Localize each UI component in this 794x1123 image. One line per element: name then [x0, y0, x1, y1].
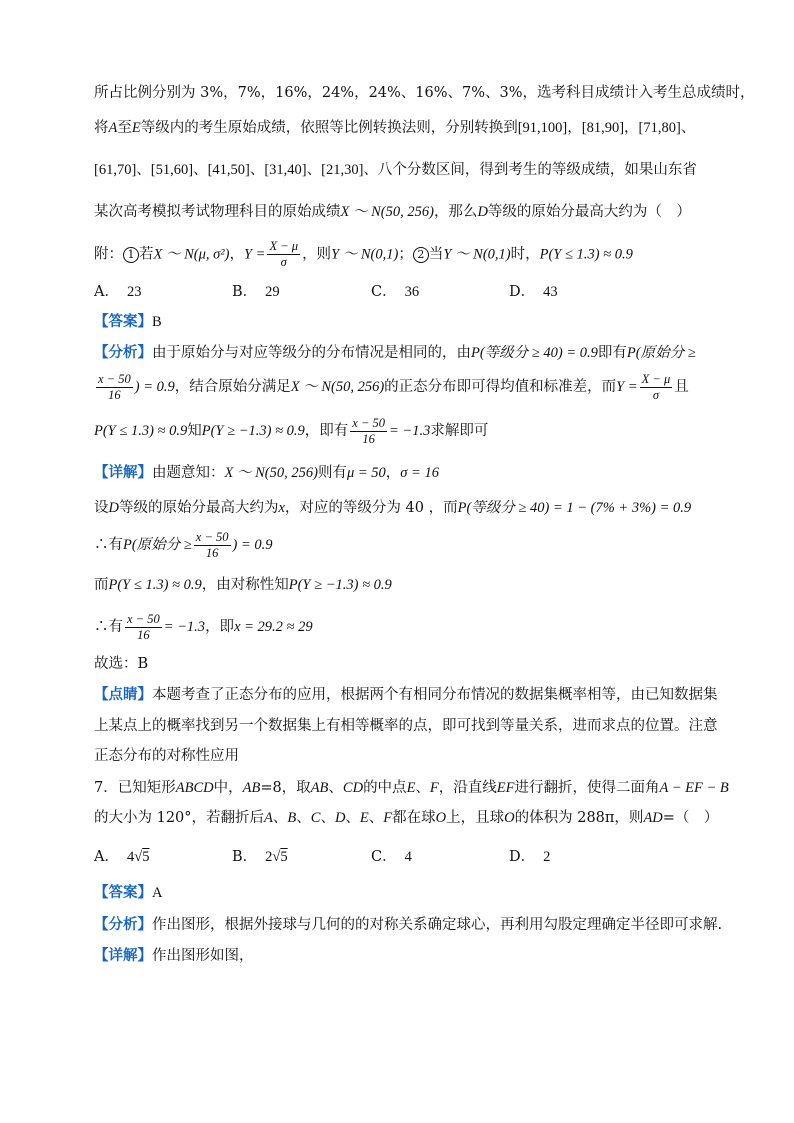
- q6-detail-line-4: 而P(Y ≤ 1.3) ≈ 0.9，由对称性知P(Y ≥ −1.3) ≈ 0.9: [94, 577, 392, 593]
- q6-comment-line-1: 【点睛】本题考查了正态分布的应用，根据两个有相同分布情况的数据集概率相等，由已知数据集: [94, 686, 718, 703]
- q6-option-b: B． 29: [232, 284, 280, 300]
- q6-answer: 【答案】B: [94, 313, 162, 330]
- fraction: $\frac{X - \mu}{\sigma}$: [269, 239, 299, 269]
- q6-option-a: A． 23: [94, 284, 142, 300]
- q7-option-b: B． 2√5: [232, 849, 288, 865]
- q6-detail-line-1: 【详解】由题意知：X ～ N(50, 256)则有μ = 50，σ = 16: [94, 464, 439, 481]
- q6-text-line-3: [61,70]、[51,60]、[41,50]、[31,40]、[21,30]、八个分数区间，得到考生的等级成绩，如果山东省: [94, 162, 697, 178]
- fraction: $\frac{x - 50}{16}$: [352, 415, 386, 446]
- q7-option-a: A． 4√5: [94, 849, 150, 865]
- q6-analysis-line-3: P(Y ≤ 1.3) ≈ 0.9知P(Y ≥ −1.3) ≈ 0.9，即有 $\frac{x - 50}{16}$ = −1.3求解即可: [94, 415, 489, 446]
- q6-appendix-note: 附： 1 若X ～ N(μ, σ²)，Y = $\frac{X - \mu}{\sigma}$ ，则Y ～ N(0,1)； 2 当Y ～ N(0,1)时，P(Y ≤ 1.3) ≈ 0.9: [94, 239, 633, 269]
- sqrt-sign: √: [272, 849, 281, 865]
- fraction: $\frac{X - \mu}{\sigma}$: [641, 371, 671, 402]
- q6-option-c: C． 36: [371, 284, 420, 300]
- q6-detail-line-2: 设D等级的原始分最高大约为x，对应的等级分为 40 ，而P(等级分 ≥ 40) = 1 − (7% + 3%) = 0.9: [94, 500, 692, 516]
- q6-detail-line-3: ∴有P(原始分 ≥ $\frac{x - 50}{16}$ ) = 0.9: [94, 529, 273, 560]
- sqrt-sign: √: [134, 849, 143, 865]
- q6-comment-line-3: 正态分布的对称性应用: [94, 748, 239, 764]
- circled-number-2: 2: [413, 247, 429, 263]
- fraction: $\frac{x - 50}{16}$: [127, 611, 160, 642]
- q6-detail-conclusion: 故选：B: [94, 656, 149, 672]
- q6-detail-line-5: ∴有 $\frac{x - 50}{16}$ = −1.3，即x = 29.2 ≈ 29: [94, 611, 313, 642]
- q7-detail: 【详解】作出图形如图，: [94, 947, 254, 964]
- q7-answer: 【答案】A: [94, 884, 163, 901]
- circled-number-1: 1: [123, 247, 139, 263]
- q6-comment-line-2: 上某点上的概率找到另一个数据集上有相等概率的点，即可找到等量关系，进而求点的位置。注意: [94, 718, 718, 734]
- q7-analysis: 【分析】作出图形，根据外接球与几何的的对称关系确定球心，再利用勾股定理确定半径即可求解.: [94, 916, 723, 933]
- q7-option-c: C． 4: [371, 849, 412, 865]
- q6-text-line-1: 所占比例分别为 3%，7%，16%，24%，24%、16%、7%、3%，选考科目成绩计入考生总成绩时，: [94, 85, 755, 101]
- fraction: $\frac{x - 50}{16}$: [195, 529, 229, 560]
- q7-option-d: D． 2: [509, 849, 551, 865]
- q6-analysis-line-2: $\frac{x - 50}{16}$ ) = 0.9，结合原始分满足X ～ N(50, 256)的正态分布即可得均值和标准差，而Y = $\frac{X - \mu}{\sigma}$ 且: [98, 371, 689, 402]
- q7-text-line-2: 的大小为 120°，若翻折后A、B、C、D、E、F都在球O上，且球O的体积为 288π，则AD=（ ）: [94, 810, 719, 826]
- q6-text-line-4: 某次高考模拟考试物理科目的原始成绩X ～ N(50, 256)，那么D等级的原始分最高大约为（ ）: [94, 204, 691, 220]
- q6-text-line-2: 将A至E等级内的考生原始成绩，依照等比例转换法则，分别转换到[91,100]，[81,90]，[71,80]、: [94, 120, 696, 136]
- q6-analysis-line-1: 【分析】由于原始分与对应等级分的分布情况是相同的，由P(等级分 ≥ 40) = 0.9即有P(原始分 ≥: [94, 344, 696, 361]
- q7-text-line-1: 7．已知矩形ABCD中，AB=8，取AB、CD的中点E、F，沿直线EF进行翻折，使得二面角A − EF − B: [94, 780, 729, 796]
- fraction: $\frac{x - 50}{16}$: [98, 371, 131, 402]
- q6-option-d: D． 43: [509, 284, 558, 300]
